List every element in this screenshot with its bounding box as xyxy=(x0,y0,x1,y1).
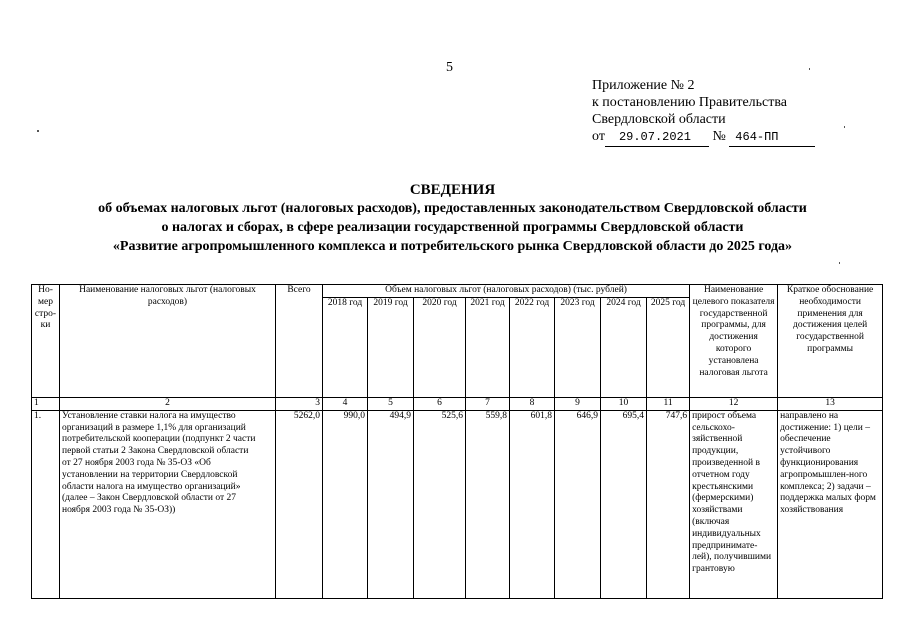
header-row-1 xyxy=(32,285,883,298)
column-number: 2 xyxy=(60,398,276,411)
value-2025: 747,6 xyxy=(647,410,690,598)
header-name: Наименование налоговых льгот (налоговых расходов) xyxy=(60,285,276,398)
column-number: 3 xyxy=(276,398,323,411)
column-number: 8 xyxy=(510,398,555,411)
column-number: 6 xyxy=(414,398,466,411)
decree-number: 464-ПП xyxy=(729,129,815,147)
column-number: 4 xyxy=(323,398,368,411)
scan-speck xyxy=(37,130,39,132)
date-prefix: от xyxy=(592,129,605,144)
header-year-2019: 2019 год xyxy=(368,298,414,398)
header-volume: Объем налоговых льгот (налоговых расходов) (тыс. рублей) xyxy=(323,285,690,298)
benefit-name: Установление ставки налога на имущество организаций в размере 1,1% для организаций потребительской кооперации (подпункт 2 части первой статьи 2 Закона Свердловской области от 27 ноября 2003 года № 35-ОЗ «Об установлении на территории Свердловской области налога на имущество организаций» (далее – Закон Свердловской области от 27 ноября 2003 года № 35-ОЗ)) xyxy=(60,410,276,598)
title-line-1: об объемах налоговых льгот (налоговых расходов), предоставленных законодательством Свердловской области xyxy=(98,201,807,216)
value-2023: 646,9 xyxy=(555,410,601,598)
value-2022: 601,8 xyxy=(510,410,555,598)
column-number: 11 xyxy=(647,398,690,411)
column-number: 7 xyxy=(466,398,510,411)
value-2020: 525,6 xyxy=(414,410,466,598)
page-number: 5 xyxy=(446,60,453,75)
value-2021: 559,8 xyxy=(466,410,510,598)
column-number: 5 xyxy=(368,398,414,411)
signed-date: 29.07.2021 xyxy=(605,129,709,147)
appendix-block xyxy=(592,77,815,147)
scan-speck xyxy=(839,262,840,264)
header-row-number: Но-мер стро-ки xyxy=(32,285,60,398)
header-year-2024: 2024 год xyxy=(601,298,647,398)
header-year-2022: 2022 год xyxy=(510,298,555,398)
table-row xyxy=(32,410,883,598)
header-justification: Краткое обоснование необходимости применения для достижения целей государственной программы xyxy=(778,285,883,398)
tax-benefits-table xyxy=(31,284,883,599)
appendix-date-line xyxy=(592,128,815,147)
column-number-row xyxy=(32,398,883,411)
column-number: 10 xyxy=(601,398,647,411)
row-number: 1. xyxy=(32,410,60,598)
document-title xyxy=(0,181,905,256)
column-number: 13 xyxy=(778,398,883,411)
target-indicator: прирост объема сельскохо-зяйственной продукции, произведенной в отчетном году крестьянскими (фермерскими) хозяйствами (включая индивидуальных предпринимате-лей), получившими грантовую xyxy=(690,410,778,598)
appendix-line-1: Приложение № 2 xyxy=(592,78,695,93)
appendix-line-3: Свердловской области xyxy=(592,112,726,127)
header-year-2021: 2021 год xyxy=(466,298,510,398)
scan-speck xyxy=(809,68,810,70)
value-2019: 494,9 xyxy=(368,410,414,598)
header-year-2018: 2018 год xyxy=(323,298,368,398)
column-number: 9 xyxy=(555,398,601,411)
header-indicator: Наименование целевого показателя государственной программы, для достижения которого установлена налоговая льгота xyxy=(690,285,778,398)
value-2024: 695,4 xyxy=(601,410,647,598)
header-year-2025: 2025 год xyxy=(647,298,690,398)
number-prefix: № xyxy=(712,129,726,144)
scan-speck xyxy=(844,126,845,128)
title-line-3: «Развитие агропромышленного комплекса и потребительского рынка Свердловской области до 2025 года» xyxy=(112,239,793,254)
column-number: 1 xyxy=(32,398,60,411)
title-main: СВЕДЕНИЯ xyxy=(409,182,496,198)
header-year-2020: 2020 год xyxy=(414,298,466,398)
header-total: Всего xyxy=(276,285,323,398)
title-line-2: о налогах и сборах, в сфере реализации государственной программы Свердловской области xyxy=(161,220,744,235)
header-year-2023: 2023 год xyxy=(555,298,601,398)
column-number: 12 xyxy=(690,398,778,411)
appendix-line-2: к постановлению Правительства xyxy=(592,95,788,110)
justification: направлено на достижение: 1) цели – обеспечение устойчивого функционирования агропромышлен-ного комплекса; 2) задачи – поддержка малых форм хозяйствования xyxy=(778,410,883,598)
value-2018: 990,0 xyxy=(323,410,368,598)
total-value: 5262,0 xyxy=(276,410,323,598)
